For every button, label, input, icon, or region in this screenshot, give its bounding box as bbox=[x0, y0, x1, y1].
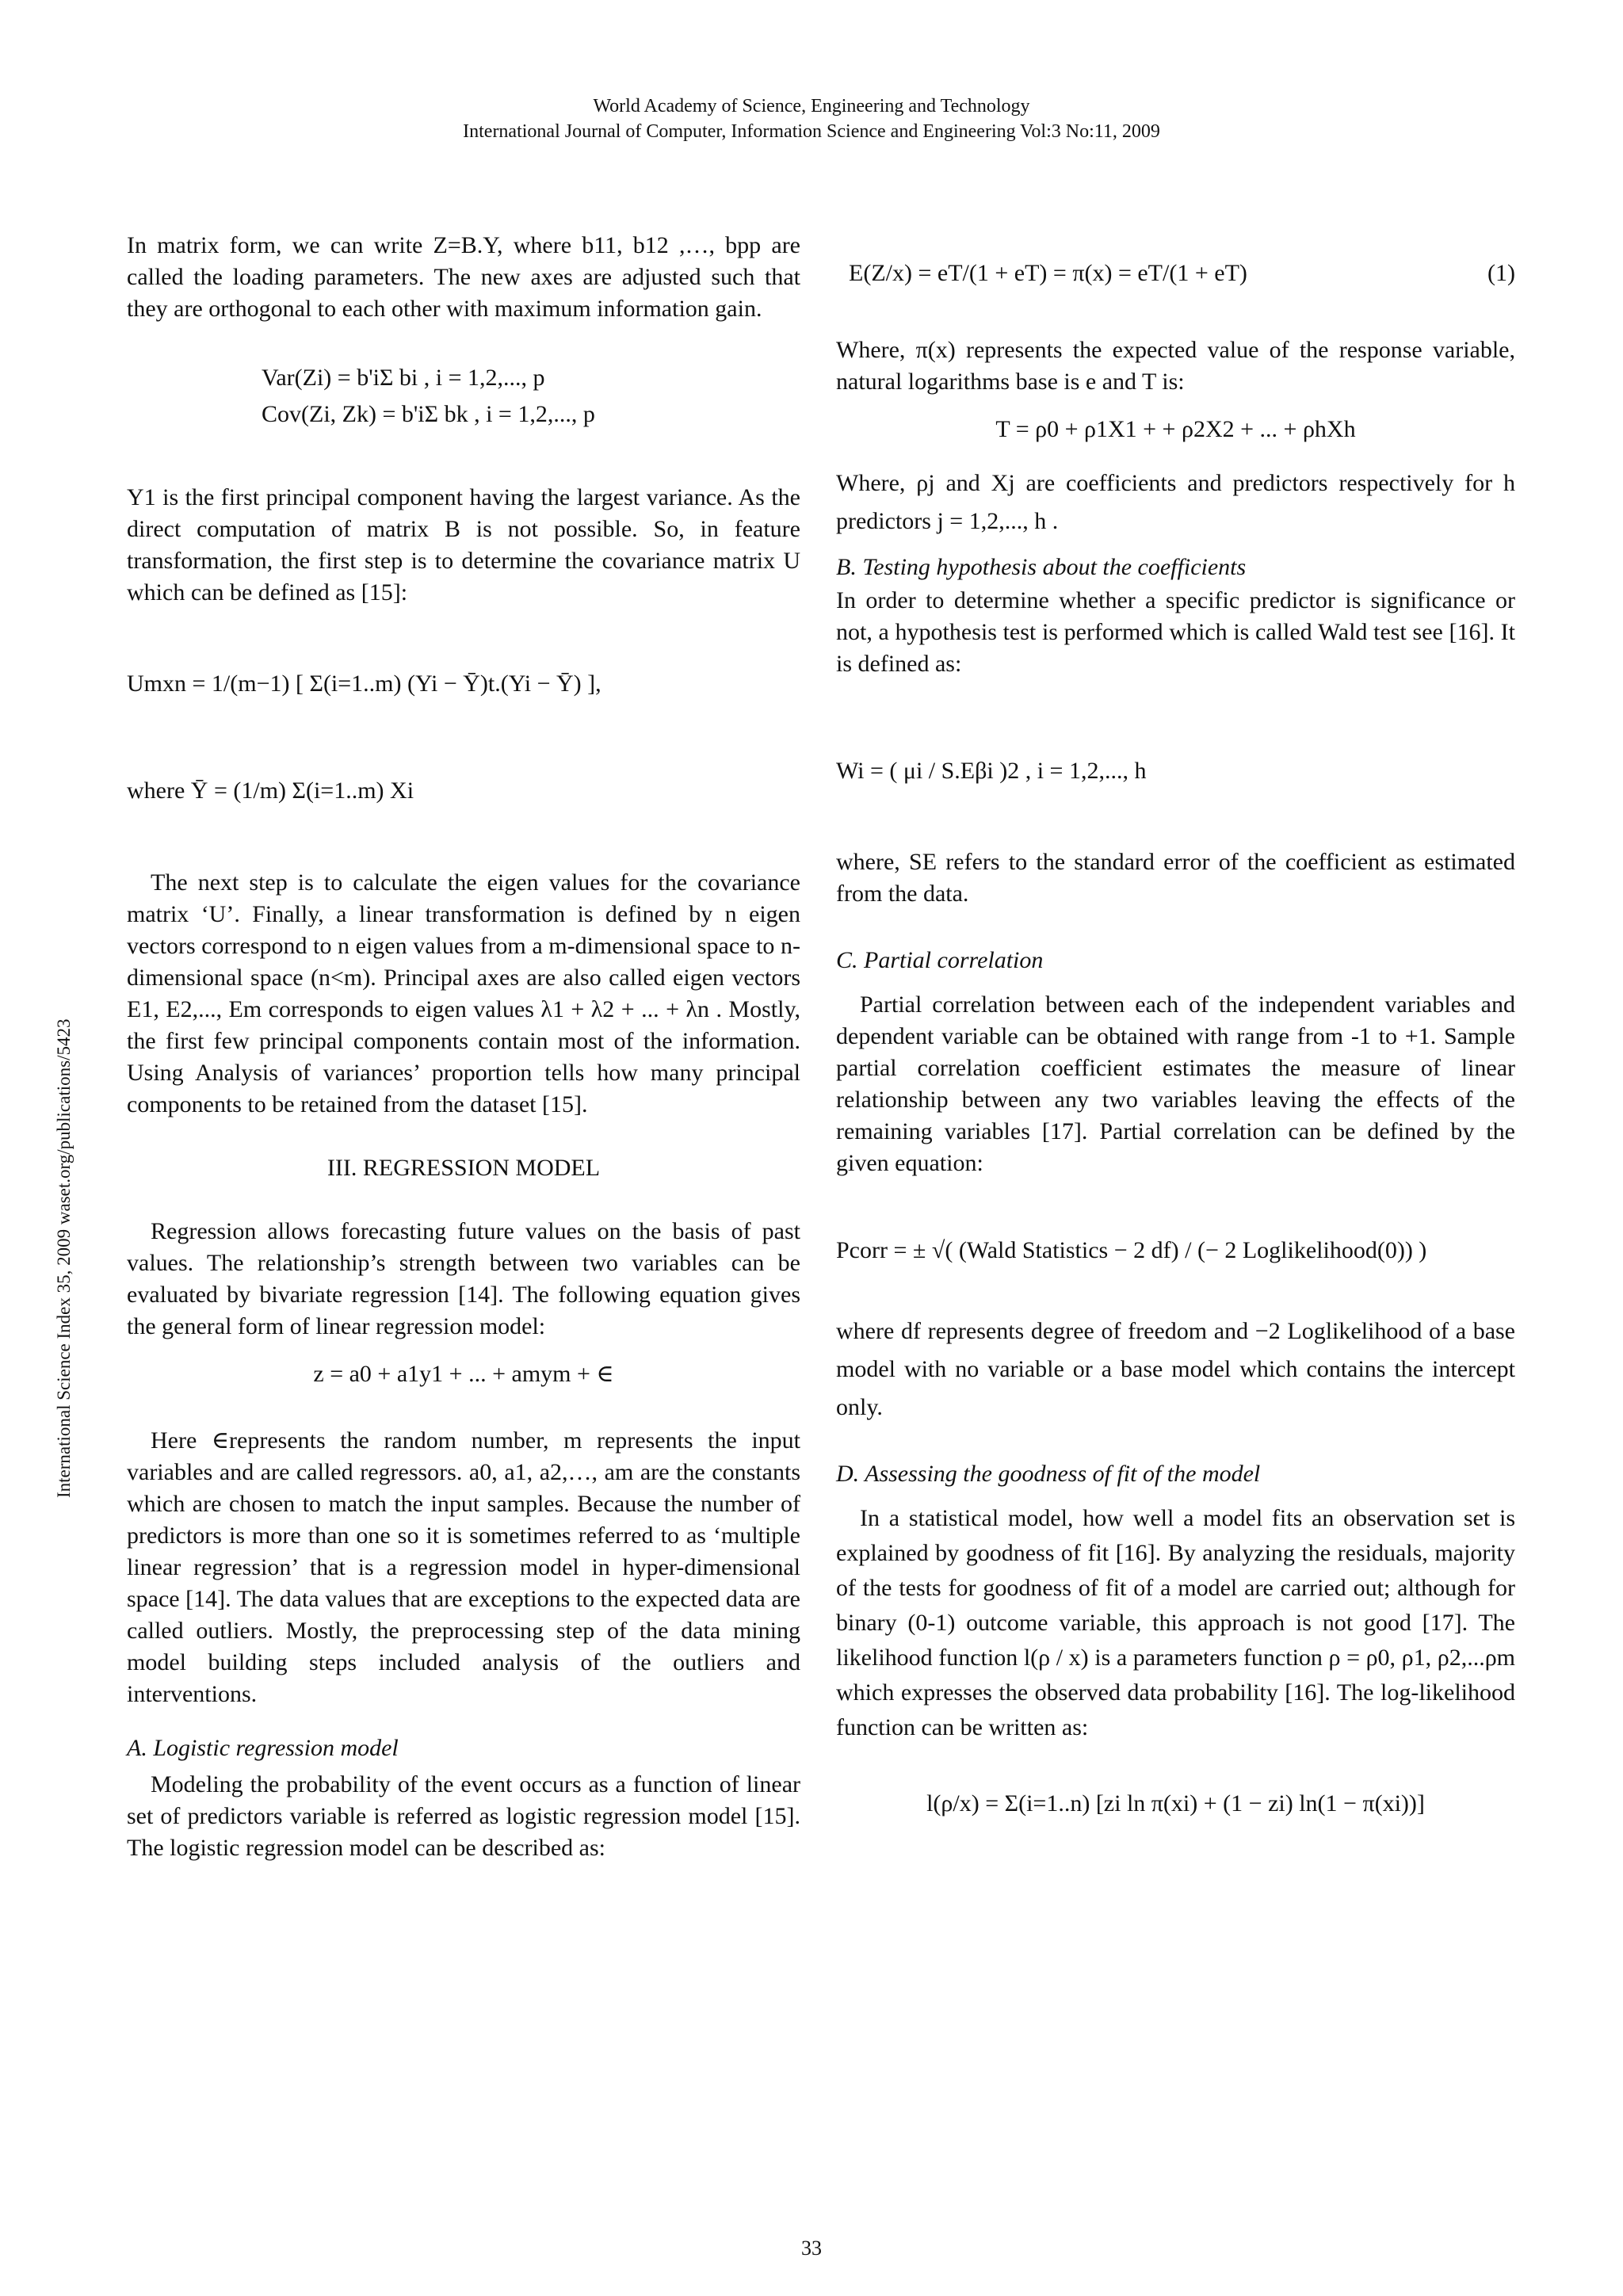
equation-var: Var(Zi) = b'iΣ bi , i = 1,2,..., p bbox=[262, 365, 545, 391]
equation-1: E(Z/x) = eT/(1 + eT) = π(x) = eT/(1 + eT) bbox=[849, 260, 1247, 286]
right-paragraph-1: Where, π(x) represents the expected value of the response variable, natural logarithms base is e and T is: bbox=[836, 337, 1515, 395]
subsection-b-heading: B. Testing hypothesis about the coefficients bbox=[836, 554, 1247, 580]
equation-umxn: Umxn = 1/(m−1) [ Σ(i=1..m) (Yi − Ȳ)t.(Yi − Ȳ) ], bbox=[127, 670, 601, 697]
left-paragraph-3: The next step is to calculate the eigen values for the covariance matrix ‘U’. Finally, a linear transformation is defined by n eigen vectors correspond to n eigen values from a m-dimensional space to n-dimensional space (n<m). Principal axes are also called eigen vectors E1, E2,..., Em corresponds to eigen values λ1 + λ2 + ... + λn . Mostly, the first few principal components contain most of the information. Using Analysis of variances’ proportion tells how many principal components to be retained from the dataset [15]. bbox=[127, 869, 800, 1117]
right-paragraph-6: where df represents degree of freedom and −2 Loglikelihood of a base model with no variable or a base model which contains the intercept only. bbox=[836, 1318, 1515, 1420]
equation-ybar: where Ȳ = (1/m) Σ(i=1..m) Xi bbox=[127, 777, 414, 804]
equation-partial-correlation: Pcorr = ± √( (Wald Statistics − 2 df) / (− 2 Loglikelihood(0)) ) bbox=[836, 1237, 1427, 1263]
right-paragraph-2: Where, ρj and Xj are coefficients and predictors respectively for h predictors j = 1,2,..., h . bbox=[836, 470, 1515, 534]
left-paragraph-6: Modeling the probability of the event occurs as a function of linear set of predictors variable is referred as logistic regression model [15]. The logistic regression model can be described as: bbox=[127, 1771, 800, 1861]
left-paragraph-4: Regression allows forecasting future values on the basis of past values. The relationship’s strength between two variables can be evaluated by bivariate regression [14]. The following equation gives the general form of linear regression model: bbox=[127, 1218, 800, 1339]
page-number: 33 bbox=[801, 2237, 822, 2260]
equation-1-row bbox=[836, 230, 1515, 317]
header-line-1: World Academy of Science, Engineering and Technology bbox=[593, 96, 1030, 117]
right-paragraph-3: In order to determine whether a specific predictor is significance or not, a hypothesis test is performed which is called Wald test see [16]. It is defined as: bbox=[836, 587, 1515, 677]
left-paragraph-5: Here ∈represents the random number, m represents the input variables and are called regressors. a0, a1, a2,…, am are the constants which are chosen to match the input samples. Because the number of predictors is more than one so it is sometimes referred to as ‘multiple linear regression’ that is a regression model in hyper-dimensional space [14]. The data values that are exceptions to the expected data are called outliers. Mostly, the preprocessing step of the data mining model building steps included analysis of the outliers and interventions. bbox=[127, 1427, 800, 1707]
right-paragraph-5: Partial correlation between each of the independent variables and dependent variable can be obtained with range from -1 to +1. Sample partial correlation coefficient estimates the measure of linear relationship between any two variables leaving the effects of the remaining variables [17]. Partial correlation can be defined by the given equation: bbox=[836, 991, 1515, 1176]
equation-log-likelihood: l(ρ/x) = Σ(i=1..n) [zi ln π(xi) + (1 − zi) ln(1 − π(xi))] bbox=[926, 1790, 1425, 1817]
left-column bbox=[127, 230, 800, 1864]
subsection-c-heading: C. Partial correlation bbox=[836, 947, 1044, 973]
equation-linear-regression: z = a0 + a1y1 + ... + amym + ∈ bbox=[313, 1361, 614, 1387]
right-paragraph-4: where, SE refers to the standard error of the coefficient as estimated from the data. bbox=[836, 849, 1515, 907]
equation-cov: Cov(Zi, Zk) = b'iΣ bk , i = 1,2,..., p bbox=[262, 401, 595, 427]
header-line-2: International Journal of Computer, Information Science and Engineering Vol:3 No:11, 2009 bbox=[463, 121, 1160, 142]
section-heading-regression: III. REGRESSION MODEL bbox=[327, 1155, 601, 1181]
left-paragraph-2: Y1 is the first principal component having the largest variance. As the direct computation of matrix B is not possible. So, in feature transformation, the first step is to determine the covariance matrix U which can be defined as [15]: bbox=[127, 484, 800, 606]
journal-header bbox=[0, 94, 1623, 144]
subsection-a-heading: A. Logistic regression model bbox=[127, 1735, 399, 1761]
equation-T: T = ρ0 + ρ1X1 + + ρ2X2 + ... + ρhXh bbox=[995, 416, 1356, 442]
equation-1-number: (1) bbox=[1487, 260, 1515, 286]
side-index-note: International Science Index 35, 2009 waset.org/publications/5423 bbox=[54, 1018, 74, 1498]
equation-wald: Wi = ( μi / S.Eβi )2 , i = 1,2,..., h bbox=[836, 758, 1147, 784]
right-paragraph-7: In a statistical model, how well a model fits an observation set is explained by goodness of fit [16]. By analyzing the residuals, majority of the tests for goodness of fit of a model are carried out; although for binary (0-1) outcome variable, this approach is not good [17]. The likelihood function l(ρ / x) is a parameters function ρ = ρ0, ρ1, ρ2,...ρm which expresses the observed data probability [16]. The log-likelihood function can be written as: bbox=[836, 1505, 1515, 1740]
right-column bbox=[836, 230, 1515, 1843]
left-paragraph-1: In matrix form, we can write Z=B.Y, where b11, b12 ,…, bpp are called the loading parameters. The new axes are adjusted such that they are orthogonal to each other with maximum information gain. bbox=[127, 232, 800, 322]
subsection-d-heading: D. Assessing the goodness of fit of the model bbox=[836, 1461, 1261, 1487]
